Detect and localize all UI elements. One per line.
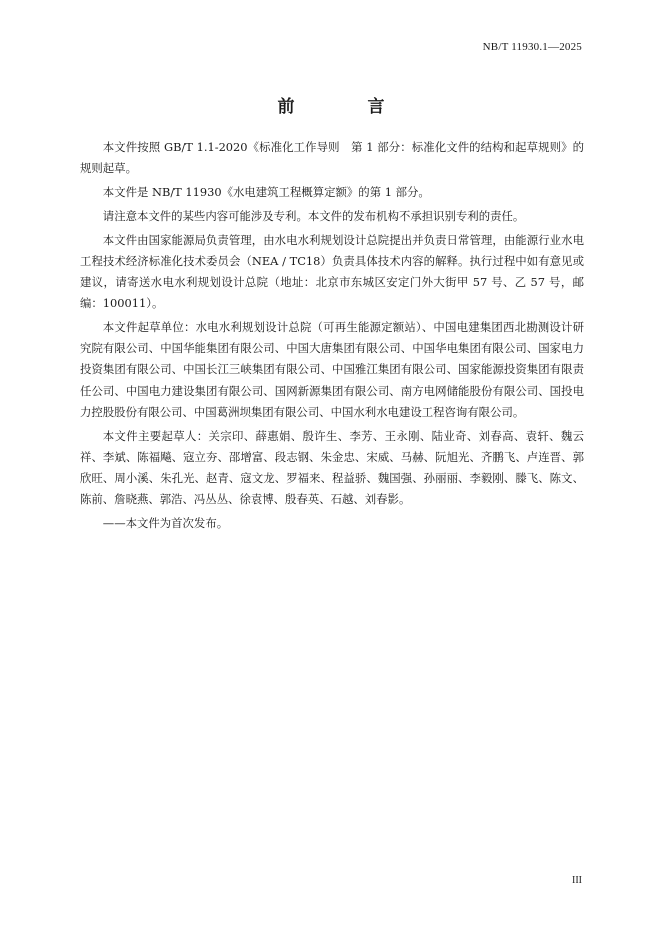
paragraph-drafting-organizations: 本文件起草单位：水电水利规划设计总院（可再生能源定额站）、中国电建集团西北勘测设计研究院有限公司、中国华能集团有限公司、中国大唐集团有限公司、中国华电集团有限公司、国家电力投资集团有限公司、中国长江三峡集团有限公司、中国雅江集团有限公司、国家能源投资集团有限责任公司、中国电力建设集团有限公司、国网新源集团有限公司、南方电网储能股份有限公司、国投电力控股股份有限公司、中国葛洲坝集团有限公司、中国水利水电建设工程咨询有限公司。 [80,320,584,419]
paragraph-patent-notice: 请注意本文件的某些内容可能涉及专利。本文件的发布机构不承担识别专利的责任。 [102,208,525,223]
paragraph-drafters: 本文件主要起草人：关宗印、薛惠娟、殷许生、李芳、王永刚、陆业奇、刘春高、袁轩、魏云祥、李斌、陈福飚、寇立夯、邵增富、段志钢、朱金忠、宋威、马赫、阮旭光、齐鹏飞、卢连晋、郭欣旺、周小溪、朱孔光、赵青、寇文龙、罗福来、程益骄、魏国强、孙丽丽、李毅刚、滕飞、陈文、陈前、詹晓燕、郭浩、冯丛丛、徐袁博、殷春英、石越、刘春影。 [80,428,584,507]
paragraph-management: 本文件由国家能源局负责管理，由水电水利规划设计总院提出并负责日常管理，由能源行业水电工程技术经济标准化技术委员会（NEA / TC18）负责具体技术内容的解释。执行过程中如有意见或建议，请寄送水电水利规划设计总院（地址：北京市东城区安定门外大街甲 57 号、乙 57 号，邮编：100011）。 [80,232,584,311]
page-number: III [572,875,582,886]
paragraph-first-release: ——本文件为首次发布。 [102,516,229,531]
paragraph-drafting-rules: 本文件按照 GB/T 1.1-2020《标准化工作导则 第 1 部分：标准化文件的结构和起草规则》的规则起草。 [80,140,584,176]
paragraph-part-statement: 本文件是 NB/T 11930《水电建筑工程概算定额》的第 1 部分。 [102,185,430,199]
document-code: NB/T 11930.1—2025 [482,41,582,53]
page-title: 前 言 [277,97,413,117]
foreword-body [80,137,584,537]
